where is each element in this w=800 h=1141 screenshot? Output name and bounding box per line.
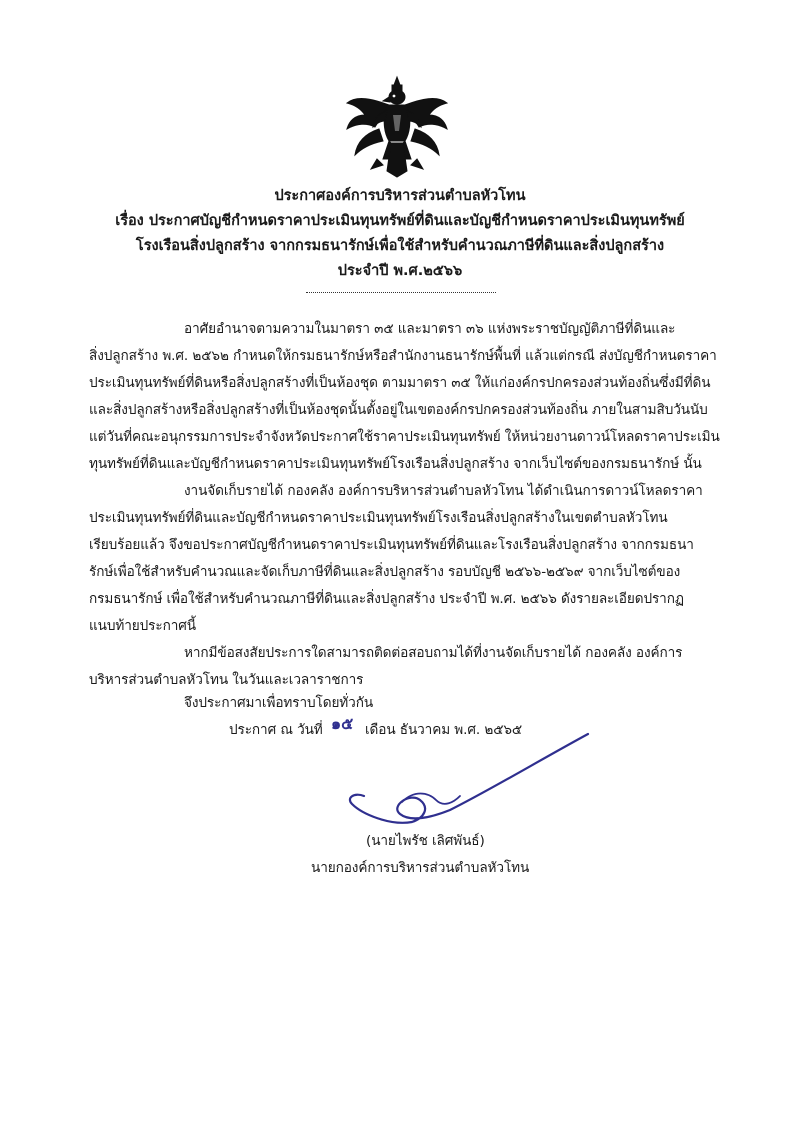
body-line: รักษ์เพื่อใช้สำหรับคำนวณและจัดเก็บภาษีที่ดินและสิ่งปลูกสร้าง รอบบัญชี ๒๕๖๖-๒๕๖๙ จากเว็บไซต์ของ [89,564,681,580]
signatory-name: (นายไพรัช เลิศพันธ์) [366,833,485,849]
header-divider [306,292,496,293]
body-line: แนบท้ายประกาศนี้ [89,618,196,634]
body-line: บริหารส่วนตำบลหัวโทน ในวันและเวลาราชการ [89,672,364,688]
garuda-emblem-icon [343,75,451,179]
subject-line-1: เรื่อง ประกาศบัญชีกำหนดราคาประเมินทุนทรัพย์ที่ดินและบัญชีกำหนดราคาประเมินทุนทรัพย์ [115,213,685,229]
signature-icon [340,730,600,830]
body-line: แต่วันที่คณะอนุกรรมการประจำจังหวัดประกาศใช้ราคาประเมินทุนทรัพย์ ให้หน่วยงานดาวน์โหลดราคาประเมิน [89,429,720,445]
body-line: ทุนทรัพย์ที่ดินและบัญชีกำหนดราคาประเมินทุนทรัพย์โรงเรือนสิ่งปลูกสร้าง จากเว็บไซต์ของกรมธนารักษ์ นั้น [89,456,702,472]
signatory-title: นายกองค์การบริหารส่วนตำบลหัวโทน [311,860,530,876]
body-line: อาศัยอำนาจตามความในมาตรา ๓๕ และมาตรา ๓๖ แห่งพระราชบัญญัติภาษีที่ดินและ [184,321,676,337]
body-line: กรมธนารักษ์ เพื่อใช้สำหรับคำนวณภาษีที่ดินและสิ่งปลูกสร้าง ประจำปี พ.ศ. ๒๕๖๖ ดังรายละเอียดปรากฏ [89,591,684,607]
subject-line-3: ประจำปี พ.ศ.๒๕๖๖ [337,263,463,279]
date-suffix: เดือน ธันวาคม พ.ศ. ๒๕๖๕ [365,722,523,738]
date-day-handwritten: ๑๕ [331,714,354,733]
body-line: เรียบร้อยแล้ว จึงขอประกาศบัญชีกำหนดราคาประเมินทุนทรัพย์ที่ดินและโรงเรือนสิ่งปลูกสร้าง จากกรมธนา [89,537,694,553]
body-line: และสิ่งปลูกสร้างหรือสิ่งปลูกสร้างที่เป็นห้องชุดนั้นตั้งอยู่ในเขตองค์กรปกครองส่วนท้องถิ่น ภายในสามสิบวันนับ [89,402,708,418]
body-line: ประเมินทุนทรัพย์ที่ดินและบัญชีกำหนดราคาประเมินทุนทรัพย์โรงเรือนสิ่งปลูกสร้างในเขตตำบลหัวโทน [89,510,668,526]
body-line: หากมีข้อสงสัยประการใดสามารถติดต่อสอบถามได้ที่งานจัดเก็บรายได้ กองคลัง องค์การ [184,645,683,661]
body-line: สิ่งปลูกสร้าง พ.ศ. ๒๕๖๒ กำหนดให้กรมธนารักษ์หรือสำนักงานธนารักษ์พื้นที่ แล้วแต่กรณี ส่งบัญชีกำหนดราคา [89,348,717,364]
closing-line: จึงประกาศมาเพื่อทราบโดยทั่วกัน [184,695,374,711]
body-line: ประเมินทุนทรัพย์ที่ดินหรือสิ่งปลูกสร้างที่เป็นห้องชุด ตามมาตรา ๓๕ ให้แก่องค์กรปกครองส่วนท้องถิ่นซึ่งมีที่ดิน [89,375,711,391]
issuer-title: ประกาศองค์การบริหารส่วนตำบลหัวโทน [274,188,526,204]
subject-line-2: โรงเรือนสิ่งปลูกสร้าง จากกรมธนารักษ์เพื่อใช้สำหรับคำนวณภาษีที่ดินและสิ่งปลูกสร้าง [135,238,665,254]
date-prefix: ประกาศ ณ วันที่ [229,722,323,738]
body-line: งานจัดเก็บรายได้ กองคลัง องค์การบริหารส่วนตำบลหัวโทน ได้ดำเนินการดาวน์โหลดราคา [184,483,703,499]
